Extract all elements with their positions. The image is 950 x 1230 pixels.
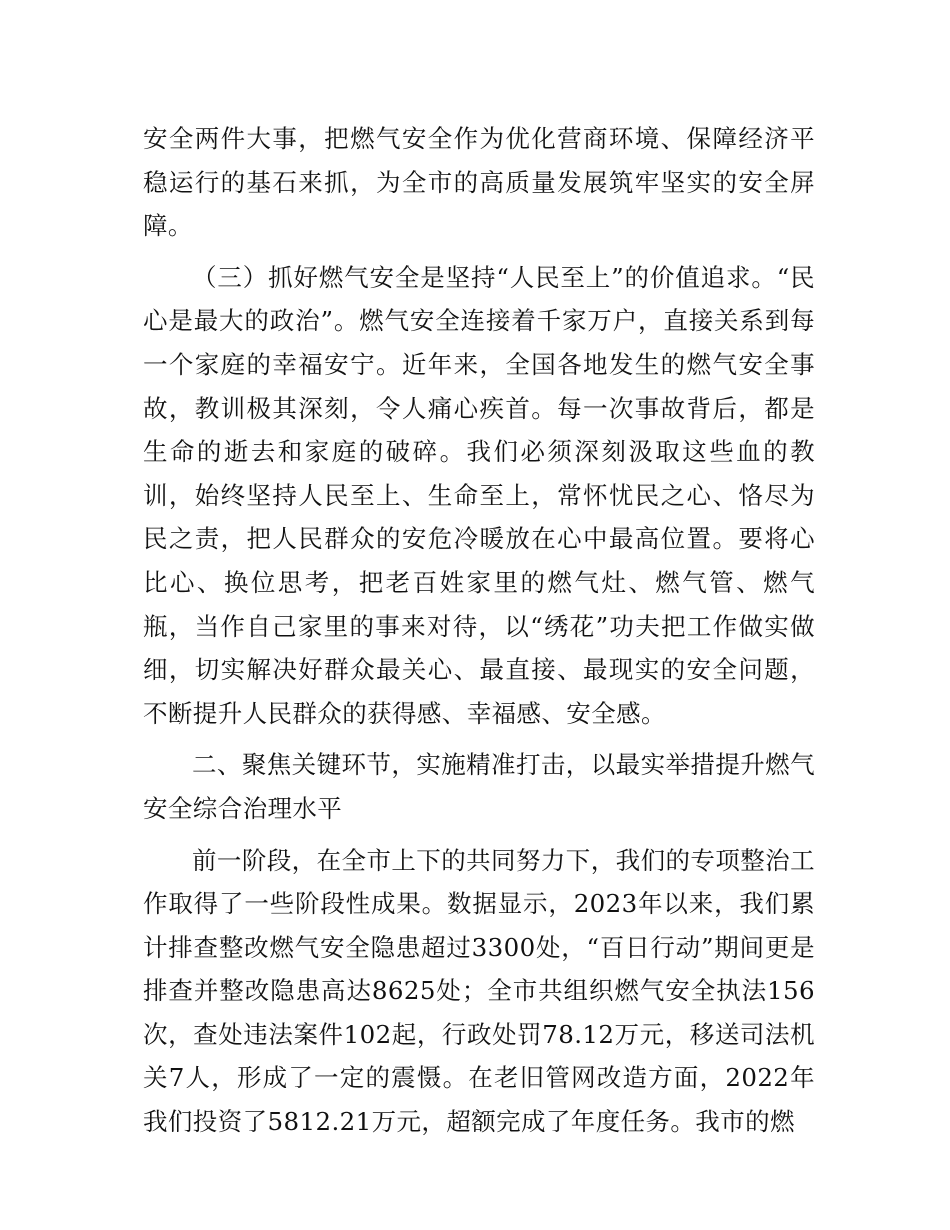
- section-heading-two: 二、聚焦关键环节，实施精准打击，以最实举措提升燃气安全综合治理水平: [143, 750, 815, 823]
- paragraph-achievements: 前一阶段，在全市上下的共同努力下，我们的专项整治工作取得了一些阶段性成果。数据显示，2023年以来，我们累计排查整改燃气安全隐患超过3300处，“百日行动”期间更是排查并整改隐患高达8625处；全市共组织燃气安全执法156次，查处违法案件102起，行政处罚78.12万元，移送司法机关7人，形成了一定的震慑。在老旧管网改造方面，2022年我们投资了5812.21万元，超额完成了年度任务。我市的燃: [143, 845, 815, 1137]
- paragraph-section-three: （三）抓好燃气安全是坚持“人民至上”的价值追求。“民心是最大的政治”。燃气安全连接着千家万户，直接关系到每一个家庭的幸福安宁。近年来，全国各地发生的燃气安全事故，教训极其深刻，令人痛心疾首。每一次事故背后，都是生命的逝去和家庭的破碎。我们必须深刻汲取这些血的教训，始终坚持人民至上、生命至上，常怀忧民之心、恪尽为民之责，把人民群众的安危冷暖放在心中最高位置。要将心比心、换位思考，把老百姓家里的燃气灶、燃气管、燃气瓶，当作自己家里的事来对待，以“绣花”功夫把工作做实做细，切实解决好群众最关心、最直接、最现实的安全问题，不断提升人民群众的获得感、幸福感、安全感。: [143, 262, 815, 728]
- paragraph-continuation: 安全两件大事，把燃气安全作为优化营商环境、保障经济平稳运行的基石来抓，为全市的高质量发展筑牢坚实的安全屏障。: [143, 124, 815, 241]
- document-body: [143, 117, 815, 1144]
